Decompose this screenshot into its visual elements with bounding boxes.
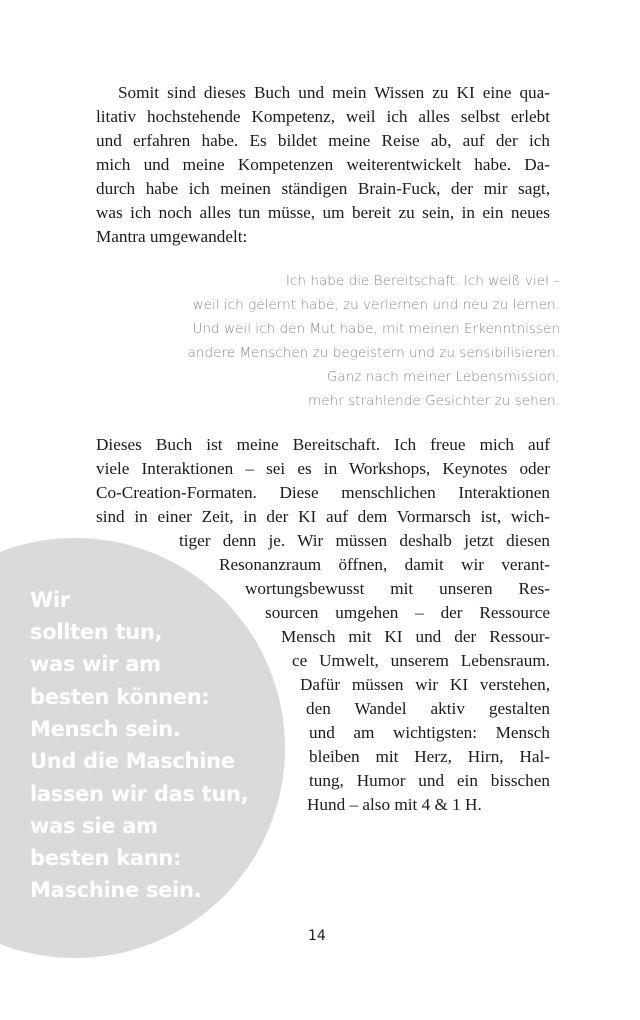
- paragraph-line: sourcen umgehen – der Ressource: [265, 603, 550, 622]
- callout-line: Mensch sein.: [30, 717, 181, 741]
- quote-line: Ganz nach meiner Lebensmission,: [326, 369, 560, 385]
- callout-line: was wir am: [30, 652, 161, 676]
- callout-line: sollten tun,: [30, 620, 163, 644]
- quote-line: mehr strahlende Gesichter zu sehen.: [307, 393, 560, 409]
- paragraph-line: Mantra umgewandelt:: [96, 227, 248, 246]
- paragraph-line: tiger denn je. Wir müssen deshalb jetzt diesen: [179, 531, 550, 550]
- callout-line: was sie am: [30, 814, 158, 838]
- paragraph-line: ce Umwelt, unserem Lebensraum.: [292, 651, 550, 670]
- paragraph-line: Resonanzraum öffnen, damit wir verant-: [219, 555, 550, 574]
- callout-line: Wir: [30, 588, 70, 612]
- paragraph-line: Mensch mit KI und der Ressour-: [281, 627, 550, 646]
- paragraph-line: bleiben mit Herz, Hirn, Hal-: [309, 747, 550, 766]
- quote-line: Ich habe die Bereitschaft. Ich weiß viel –: [285, 273, 560, 289]
- callout-line: Maschine sein.: [30, 878, 202, 902]
- paragraph-line: Dieses Buch ist meine Bereitschaft. Ich freue mich auf: [96, 435, 550, 454]
- paragraph-line: und erfahren habe. Es bildet meine Reise ab, auf der ich: [96, 131, 550, 150]
- paragraph-line: Hund – also mit 4 & 1 H.: [307, 795, 482, 814]
- paragraph-line: sind in einer Zeit, in der KI auf dem Vormarsch ist, wich-: [96, 507, 550, 526]
- paragraph-line: tung, Humor und ein bisschen: [309, 771, 550, 790]
- paragraph-line: mich und meine Kompetenzen weiterentwickelt habe. Da-: [96, 155, 550, 174]
- page-number: 14: [308, 928, 326, 944]
- callout-line: besten können:: [30, 685, 210, 709]
- callout-line: besten kann:: [30, 846, 182, 870]
- paragraph-line: den Wandel aktiv gestalten: [306, 699, 550, 718]
- callout-line: lassen wir das tun,: [30, 782, 249, 806]
- quote-line: weil ich gelernt habe, zu verlernen und neu zu lernen.: [192, 297, 560, 313]
- paragraph-line: was ich noch alles tun müsse, um bereit zu sein, in ein neues: [96, 203, 550, 222]
- paragraph-line: wortungsbewusst mit unseren Res-: [245, 579, 550, 598]
- callout-line: Und die Maschine: [30, 749, 235, 773]
- quote-line: Und weil ich den Mut habe, mit meinen Erkenntnissen: [192, 321, 560, 337]
- paragraph-line: Co-Creation-Formaten. Diese menschlichen Interaktionen: [96, 483, 550, 502]
- paragraph-line: Dafür müssen wir KI verstehen,: [300, 675, 550, 694]
- paragraph-line: viele Interaktionen – sei es in Workshops, Keynotes oder: [96, 459, 550, 478]
- paragraph-line: Somit sind dieses Buch und mein Wissen zu KI eine qua-: [118, 83, 550, 102]
- quote-line: andere Menschen zu begeistern und zu sensibilisieren.: [187, 345, 560, 361]
- paragraph-line: durch habe ich meinen ständigen Brain-Fuck, der mir sagt,: [96, 179, 550, 198]
- paragraph-line: litativ hochstehende Kompetenz, weil ich alles selbst erlebt: [96, 107, 550, 126]
- paragraph-line: und am wichtigsten: Mensch: [309, 723, 550, 742]
